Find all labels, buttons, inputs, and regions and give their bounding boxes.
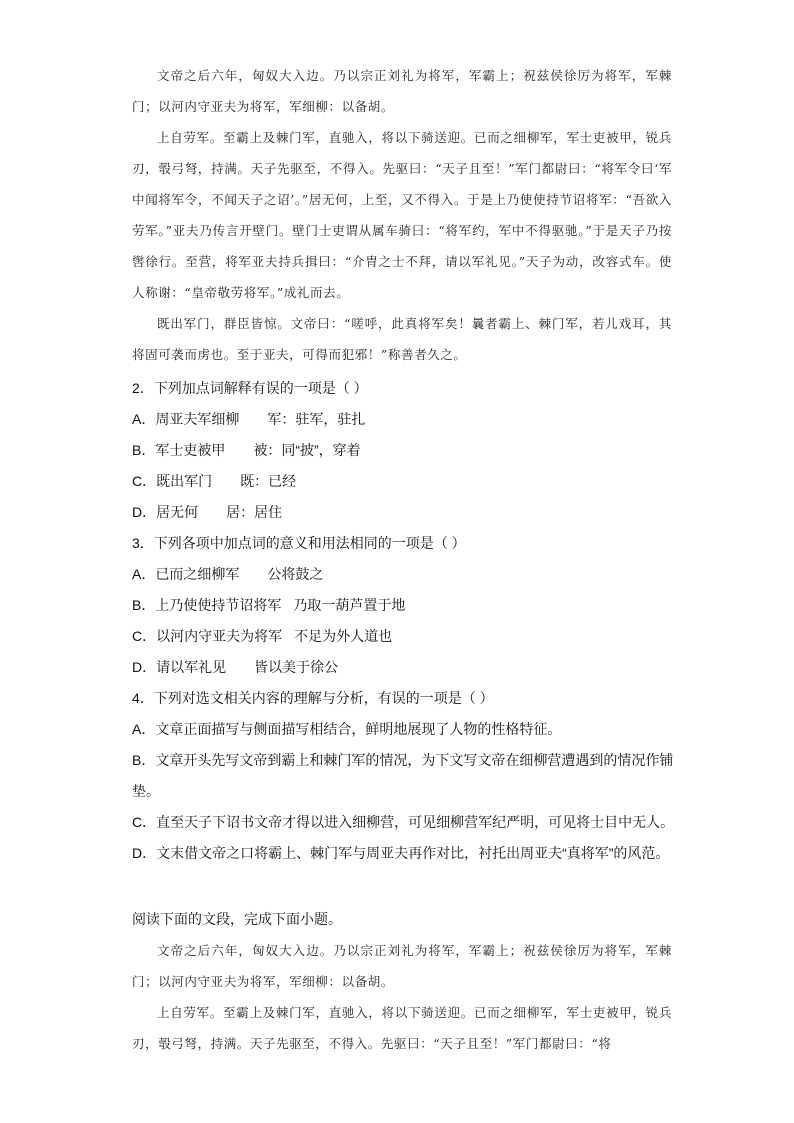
question-4-stem: 4．下列对选文相关内容的理解与分析，有误的一项是（ ） xyxy=(132,690,494,706)
passage-paragraph: 上自劳军。至霸上及棘门军，直驰入，将以下骑送迎。已而之细柳军，军士吏被甲，锐兵刃，彀弓弩，持满。天子先驱至，不得入。先驱曰：“天子且至！”军门都尉曰：“将 xyxy=(132,1005,672,1051)
question-4-option-c[interactable]: C．直至天子下诏书文帝才得以进入细柳营，可见细柳营军纪严明，可见将士目中无人。 xyxy=(132,814,675,830)
question-2-option-d[interactable]: D．居无何 居：居住 xyxy=(132,504,283,520)
passage-1 xyxy=(132,60,672,370)
question-3-option-c[interactable]: C．以河内守亚夫为将军 不足为外人道也 xyxy=(132,628,393,644)
question-2-option-c[interactable]: C．既出军门 既：已经 xyxy=(132,473,297,489)
question-3-option-d[interactable]: D．请以军礼见 皆以美于徐公 xyxy=(132,659,339,675)
reading-instruction: 阅读下面的文段，完成下面小题。 xyxy=(132,911,342,927)
question-block xyxy=(132,373,692,869)
question-2-option-a[interactable]: A．周亚夫军细柳 军：驻军，驻扎 xyxy=(132,411,366,427)
question-2-stem: 2．下列加点词解释有误的一项是（ ） xyxy=(132,380,368,396)
question-3-stem: 3．下列各项中加点词的意义和用法相同的一项是（ ） xyxy=(132,535,466,551)
passage-paragraph: 文帝之后六年，匈奴大入边。乃以宗正刘礼为将军，军霸上；祝兹侯徐厉为将军，军棘门；以河内守亚夫为将军，军细柳：以备胡。 xyxy=(132,68,672,114)
question-4-option-b[interactable]: B．文章开头先写文帝到霸上和棘门军的情况，为下文写文帝在细柳营遭遇到的情况作铺垫。 xyxy=(132,752,674,799)
question-2-option-b[interactable]: B．军士吏被甲 被：同“披”，穿着 xyxy=(132,442,361,458)
question-4-option-d[interactable]: D．文末借文帝之口将霸上、棘门军与周亚夫再作对比，衬托出周亚夫“真将军”的风范。 xyxy=(132,845,670,861)
passage-paragraph: 文帝之后六年，匈奴大入边。乃以宗正刘礼为将军，军霸上；祝兹侯徐厉为将军，军棘门；以河内守亚夫为将军，军细柳：以备胡。 xyxy=(132,943,672,989)
passage-2 xyxy=(132,935,672,1059)
passage-paragraph: 既出军门，群臣皆惊。文帝曰：“嗟呼，此真将军矣！曩者霸上、棘门军，若儿戏耳，其将固可袭而虏也。至于亚夫，可得而犯邪！”称善者久之。 xyxy=(132,316,672,362)
question-4-option-a[interactable]: A．文章正面描写与侧面描写相结合，鲜明地展现了人物的性格特征。 xyxy=(132,721,562,737)
question-3-option-b[interactable]: B．上乃使使持节诏将军 乃取一葫芦置于地 xyxy=(132,597,406,613)
question-3-option-a[interactable]: A．已而之细柳军 公将鼓之 xyxy=(132,566,324,582)
passage-paragraph: 上自劳军。至霸上及棘门军，直驰入，将以下骑送迎。已而之细柳军，军士吏被甲，锐兵刃，彀弓弩，持满。天子先驱至，不得入。先驱曰：“天子且至！”军门都尉曰：“将军令曰‘军中闻将军令，不闻天子之诏’。”居无何，上至，又不得入。于是上乃使使持节诏将军：“吾欲入劳军。”亚夫乃传言开壁门。壁门士吏谓从属车骑曰：“将军约，军中不得驱驰。”于是天子乃按辔徐行。至营，将军亚夫持兵揖曰：“介胄之士不拜，请以军礼见。”天子为动，改容式车。使人称谢：“皇帝敬劳将军。”成礼而去。 xyxy=(132,130,672,300)
